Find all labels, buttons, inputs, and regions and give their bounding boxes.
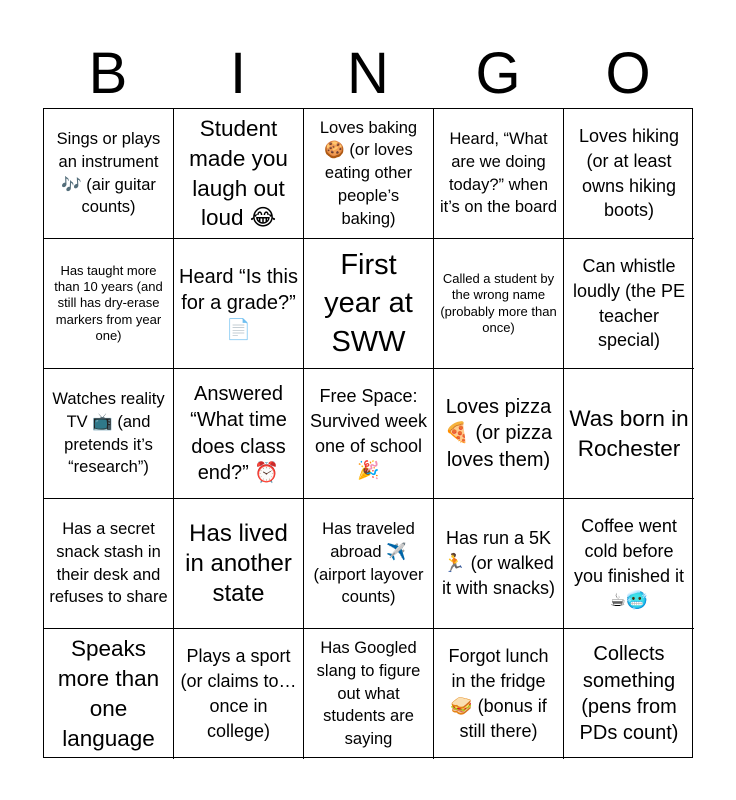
cell-text: First year at SWW: [324, 249, 413, 358]
bingo-cell[interactable]: [44, 109, 174, 239]
bingo-cell[interactable]: [304, 239, 434, 369]
cell-text: Can whistle loudly (the PE teacher special): [572, 255, 686, 351]
bingo-cell[interactable]: [304, 369, 434, 499]
cell-text: Heard, “What are we doing today?” when it’s on the board: [439, 129, 558, 217]
bingo-grid: [43, 108, 693, 758]
bingo-header: [43, 40, 693, 108]
cell-text: Has taught more than 10 years (and still has dry-erase markers from year one): [54, 262, 163, 343]
cell-text: Speaks more than one language: [57, 636, 160, 751]
header-letter-i: I: [229, 41, 247, 106]
bingo-cell[interactable]: [564, 109, 694, 239]
header-letter-b: B: [88, 41, 128, 106]
bingo-cell[interactable]: [44, 629, 174, 759]
header-letter-o: O: [605, 41, 651, 106]
cell-text: Has Googled slang to figure out what students are saying: [316, 639, 421, 749]
cell-text: Answered “What time does class end?” ⏰: [190, 382, 287, 484]
cell-text: Watches reality TV 📺 (and pretends it’s “research”): [52, 389, 165, 477]
cell-text: Heard “Is this for a grade?” 📄: [179, 265, 298, 341]
bingo-cell[interactable]: [434, 629, 564, 759]
bingo-cell[interactable]: [564, 629, 694, 759]
cell-text: Collects something (pens from PDs count): [579, 643, 679, 745]
cell-text: Forgot lunch in the fridge 🥪 (bonus if still there): [448, 646, 549, 741]
cell-text: Has traveled abroad ✈️ (airport layover counts): [313, 519, 424, 607]
cell-text: Was born in Rochester: [569, 405, 689, 461]
bingo-cell[interactable]: [44, 369, 174, 499]
cell-text: Free Space: Survived week one of school 🎉: [309, 385, 428, 481]
bingo-cell[interactable]: [434, 499, 564, 629]
cell-text: Plays a sport (or claims to… once in college): [180, 646, 297, 741]
cell-text: Loves hiking (or at least owns hiking boots): [578, 125, 680, 221]
cell-text: Student made you laugh out loud 😂: [189, 115, 288, 231]
header-letter-g: G: [475, 41, 521, 106]
cell-text: Loves baking 🍪 (or loves eating other people’s baking): [319, 118, 418, 228]
bingo-cell[interactable]: [174, 499, 304, 629]
bingo-cell[interactable]: [44, 499, 174, 629]
bingo-cell[interactable]: [434, 369, 564, 499]
bingo-cell[interactable]: [304, 629, 434, 759]
bingo-cell[interactable]: [174, 629, 304, 759]
bingo-cell[interactable]: [304, 499, 434, 629]
cell-text: Loves pizza 🍕 (or pizza loves them): [444, 395, 553, 471]
bingo-cell[interactable]: [44, 239, 174, 369]
bingo-cell[interactable]: [174, 239, 304, 369]
cell-text: Has a secret snack stash in their desk and refuses to share: [49, 519, 168, 607]
cell-text: Has lived in another state: [185, 519, 292, 607]
bingo-cell[interactable]: [564, 239, 694, 369]
cell-text: Has run a 5K 🏃 (or walked it with snacks): [441, 528, 556, 598]
cell-text: Called a student by the wrong name (probably more than once): [440, 271, 557, 335]
cell-text: Coffee went cold before you finished it ☕🥶: [573, 515, 685, 611]
bingo-cell[interactable]: [434, 239, 564, 369]
bingo-cell[interactable]: [304, 109, 434, 239]
bingo-cell[interactable]: [174, 369, 304, 499]
bingo-cell[interactable]: [564, 499, 694, 629]
bingo-cell[interactable]: [174, 109, 304, 239]
bingo-cell[interactable]: [564, 369, 694, 499]
cell-text: Sings or plays an instrument 🎶 (air guitar counts): [56, 129, 161, 217]
header-letter-n: N: [347, 41, 389, 106]
bingo-cell[interactable]: [434, 109, 564, 239]
